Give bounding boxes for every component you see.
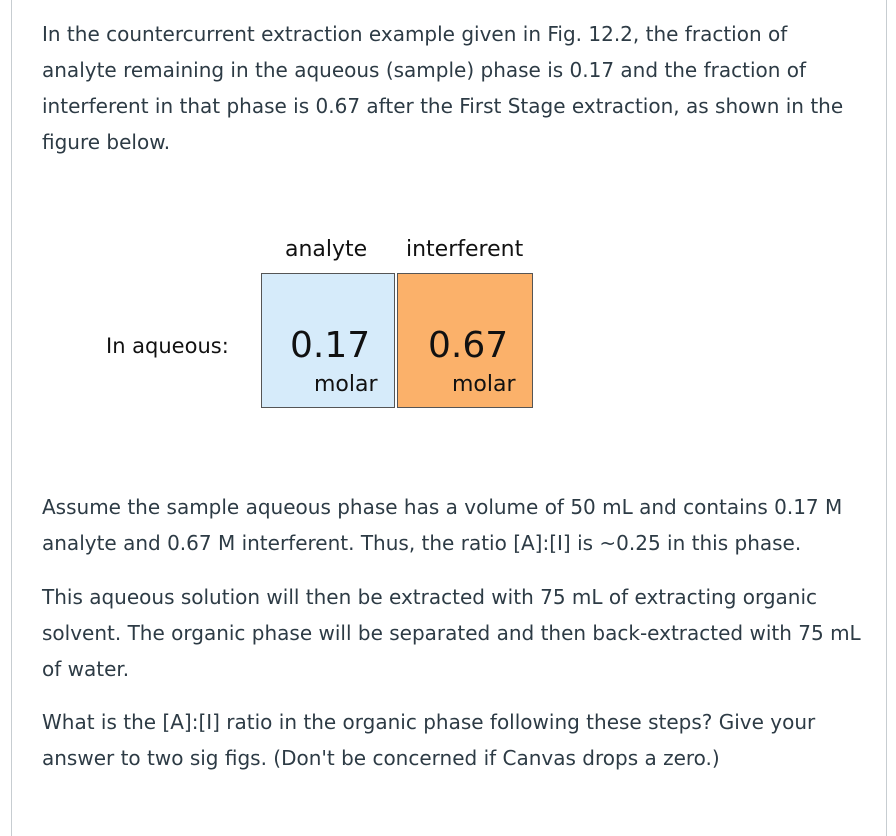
question-assumption: Assume the sample aqueous phase has a volume of 50 mL and contains 0.17 M analyte and 0.67 M interferent. Thus, the ratio [A]:[I] is ~0.25 in this phase. xyxy=(42,495,843,555)
question-prompt: What is the [A]:[I] ratio in the organic phase following these steps? Give your answer to two sig figs. (Don't be concerned if Canvas drops a zero.) xyxy=(42,710,816,770)
interferent-column-label: interferent xyxy=(406,237,524,262)
interferent-value: 0.67 xyxy=(428,325,509,366)
analyte-value: 0.17 xyxy=(290,325,371,366)
question-intro: In the countercurrent extraction example given in Fig. 12.2, the fraction of analyte remaining in the aqueous (sample) phase is 0.17 and the fraction of interferent in that phase is 0.67 after the First Stage extraction, as shown in the figure below. xyxy=(42,22,844,154)
question-procedure: This aqueous solution will then be extracted with 75 mL of extracting organic solvent. The organic phase will be separated and then back-extracted with 75 mL of water. xyxy=(42,585,861,681)
analyte-column-label: analyte xyxy=(285,237,368,262)
interferent-box xyxy=(397,273,533,408)
analyte-unit: molar xyxy=(314,372,378,397)
aqueous-row-label: In aqueous: xyxy=(106,334,229,358)
interferent-unit: molar xyxy=(452,372,516,397)
analyte-box xyxy=(261,273,395,408)
